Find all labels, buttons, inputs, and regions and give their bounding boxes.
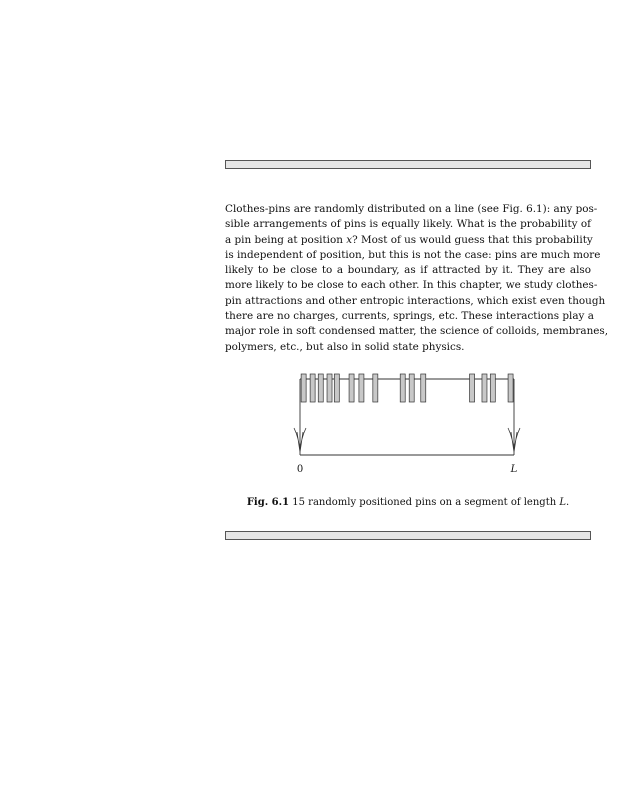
paragraph-line-7: pin attractions and other entropic interactions, which exist even though: [225, 294, 606, 307]
pin-6: [349, 374, 354, 402]
caption-text: 15 randomly positioned pins on a segment of length: [289, 497, 560, 508]
paragraph-line-10: polymers, etc., but also in solid state physics.: [225, 340, 465, 353]
pin-1: [301, 374, 306, 402]
paragraph-line-4: is independent of position, but this is not the case: pins are much more: [225, 248, 601, 261]
pin-8: [373, 374, 378, 402]
pin-9: [400, 374, 405, 402]
paragraph-line-5: likely to be close to a boundary, as if attracted by it. They are also: [225, 264, 591, 277]
pin-11: [421, 374, 426, 402]
paragraph-line-3: [225, 233, 591, 248]
paragraph-line-1: Clothes-pins are randomly distributed on a line (see Fig. 6.1): any pos-: [225, 203, 598, 215]
figure-caption: [225, 497, 591, 508]
paragraph-line-2: sible arrangements of pins is equally likely. What is the probability of: [225, 218, 591, 231]
paragraph-line-3-end: ? Most of us would guess that this probability: [352, 233, 593, 246]
paragraph-line-6: more likely to be close to each other. In this chapter, we study clothes-: [225, 279, 598, 292]
pin-10: [409, 374, 414, 402]
pin-7: [359, 374, 364, 402]
caption-fig-label: Fig. 6.1: [246, 497, 290, 508]
paragraph-line-3-start: a pin being at position: [225, 233, 347, 246]
label-length: L: [510, 464, 518, 475]
paragraph-line-9: major role in soft condensed matter, the science of colloids, membranes,: [225, 325, 609, 338]
caption-variable-l: L: [559, 497, 566, 508]
pin-13: [482, 374, 487, 402]
pin-5: [334, 374, 339, 402]
body-paragraph: [225, 202, 609, 355]
pin-3: [318, 374, 323, 402]
bottom-rule-bar: [225, 531, 591, 540]
caption-end: .: [565, 497, 570, 508]
variable-x: x: [346, 233, 353, 246]
pin-2: [310, 374, 315, 402]
label-zero: 0: [296, 464, 304, 475]
pin-4: [327, 374, 332, 402]
pins-group: [301, 374, 513, 402]
pin-14: [490, 374, 495, 402]
clothes-pins-figure: [280, 368, 530, 483]
pin-15: [508, 374, 513, 402]
top-rule-bar: [225, 160, 591, 169]
paragraph-line-8: there are no charges, currents, springs, etc. These interactions play a: [225, 310, 594, 323]
pin-12: [470, 374, 475, 402]
